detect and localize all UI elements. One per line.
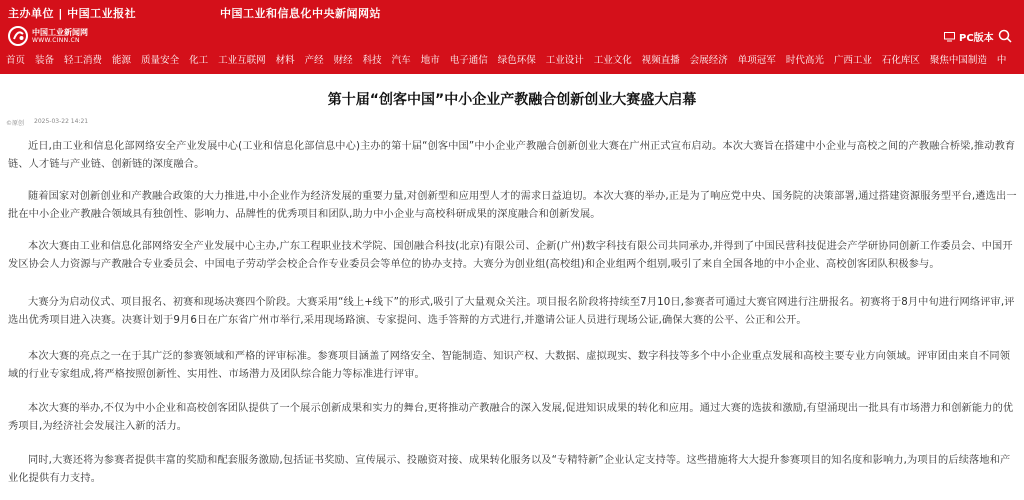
pc-version-label: PC版本 bbox=[959, 33, 994, 44]
logo-chinese-name[interactable]: 中国工业新闻网 bbox=[32, 28, 88, 37]
header-top-row bbox=[0, 0, 1024, 24]
nav-item[interactable]: 首页 bbox=[6, 55, 26, 66]
site-slogan: 中国工业和信息化中央新闻网站 bbox=[220, 7, 381, 20]
nav-item[interactable]: 财经 bbox=[333, 55, 353, 66]
nav-item[interactable]: 轻工消费 bbox=[64, 55, 103, 66]
nav-item[interactable]: 会展经济 bbox=[689, 55, 728, 66]
host-unit-text: 主办单位 | 中国工业报社 bbox=[8, 7, 137, 20]
article-source: ©原创 bbox=[6, 120, 25, 127]
nav-item[interactable]: 产经 bbox=[304, 55, 324, 66]
nav-item[interactable]: 视频直播 bbox=[641, 55, 680, 66]
site-header bbox=[0, 0, 1024, 74]
nav-item[interactable]: 汽车 bbox=[391, 55, 411, 66]
logo-url-text: WWW.CINN.CN bbox=[32, 37, 80, 44]
article-paragraph: 本次大赛的亮点之一在于其广泛的参赛领域和严格的评审标准。参赛项目涵盖了网络安全、智能制造、知识产权、大数据、虚拟现实、数字科技等多个中小企业重点发展和高校主要专业方向领域。评审团由来自不同领域的行业专家组成,将严格按照创新性、实用性、市场潜力及团队综合能力等标准进行评审。 bbox=[8, 351, 1011, 380]
nav-item[interactable]: 地市 bbox=[420, 55, 440, 66]
nav-item[interactable]: 能源 bbox=[112, 55, 132, 66]
nav-item[interactable]: 化工 bbox=[189, 55, 209, 66]
article-paragraph: 本次大赛由工业和信息化部网络安全产业发展中心主办,广东工程职业技术学院、国创融合科技(北京)有限公司、企新(广州)数字科技有限公司共同承办,并得到了中国民营科技促进会产学研协同创新工作委员会、中国开发区协会人力资源与产教融合专业委员会、中国电子劳动学会校企合作专业委员会等单位的协办支持。大赛分为创业组(高校组)和企业组两个组别,吸引了来自全国各地的中小企业、高校创客团队积极参与。 bbox=[8, 241, 1013, 270]
nav-item[interactable]: 聚焦中国制造 bbox=[929, 55, 987, 66]
nav-item[interactable]: 广西工业 bbox=[833, 55, 872, 66]
article-paragraph: 近日,由工业和信息化部网络安全产业发展中心(工业和信息化部信息中心)主办的第十届“创客中国”中小企业产教融合创新创业大赛在广州正式宣布启动。本次大赛旨在搭建中小企业与高校之间的产教融合桥梁,推动教育链、人才链与产业链、创新链的深度融合。 bbox=[8, 141, 1016, 170]
nav-item[interactable]: 时代高光 bbox=[785, 55, 824, 66]
article-meta bbox=[6, 118, 88, 127]
nav-item[interactable]: 质量安全 bbox=[141, 55, 180, 66]
nav-item[interactable]: 单项冠军 bbox=[737, 55, 776, 66]
header-logo-row bbox=[0, 24, 1024, 48]
article-date: 2025-03-22 14:21 bbox=[34, 118, 89, 125]
site-logo-icon[interactable] bbox=[8, 26, 28, 46]
nav-item[interactable]: 工业互联网 bbox=[218, 55, 266, 66]
article-paragraph: 大赛分为启动仪式、项目报名、初赛和现场决赛四个阶段。大赛采用“线上+线下”的形式,吸引了大量观众关注。项目报名阶段将持续至7月10日,参赛者可通过大赛官网进行注册报名。初赛将于8月中旬进行网络评审,评选出优秀项目进入决赛。决赛计划于9月6日在广东省广州市举行,采用现场路演、专家提问、选手答辩的方式进行,并邀请公证人员进行现场公证,确保大赛的公平、公正和公开。 bbox=[8, 297, 1015, 326]
nav-item[interactable]: 绿色环保 bbox=[497, 55, 536, 66]
monitor-icon bbox=[944, 32, 955, 42]
main-nav bbox=[0, 52, 1024, 70]
nav-item[interactable]: 装备 bbox=[35, 55, 55, 66]
article-paragraph: 本次大赛的举办,不仅为中小企业和高校创客团队提供了一个展示创新成果和实力的舞台,更将推动产教融合的深入发展,促进知识成果的转化和应用。通过大赛的选拔和激励,有望涌现出一批具有市场潜力和创新能力的优秀项目,为经济社会发展注入新的活力。 bbox=[8, 403, 1014, 432]
search-icon[interactable] bbox=[998, 29, 1012, 43]
nav-item[interactable]: 科技 bbox=[362, 55, 382, 66]
article-title: 第十届“创客中国”中小企业产教融合创新创业大赛盛大启幕 bbox=[327, 92, 697, 108]
article-paragraph: 同时,大赛还将为参赛者提供丰富的奖励和配套服务激励,包括证书奖励、宣传展示、投融资对接、成果转化服务以及“专精特新”企业认定支持等。这些措施将大大提升参赛项目的知名度和影响力,为项目的后续落地和产业化提供有力支持。 bbox=[8, 455, 1011, 484]
nav-item[interactable]: 材料 bbox=[275, 55, 295, 66]
nav-item[interactable]: 电子通信 bbox=[449, 55, 488, 66]
pc-version-button[interactable] bbox=[944, 29, 994, 44]
nav-item[interactable]: 工业设计 bbox=[545, 55, 584, 66]
nav-item[interactable]: 工业文化 bbox=[593, 55, 632, 66]
nav-item[interactable]: 石化库区 bbox=[881, 55, 920, 66]
article-paragraph: 随着国家对创新创业和产教融合政策的大力推进,中小企业作为经济发展的重要力量,对创新型和应用型人才的需求日益迫切。本次大赛的举办,正是为了响应党中央、国务院的决策部署,通过搭建资源服务型平台,遴选出一批在中小企业产教融合领域具有独创性、影响力、品牌性的优秀项目和团队,助力中小企业与高校科研成果的深度融合和创新发展。 bbox=[8, 191, 1017, 220]
nav-item[interactable]: 中 bbox=[996, 55, 1007, 66]
